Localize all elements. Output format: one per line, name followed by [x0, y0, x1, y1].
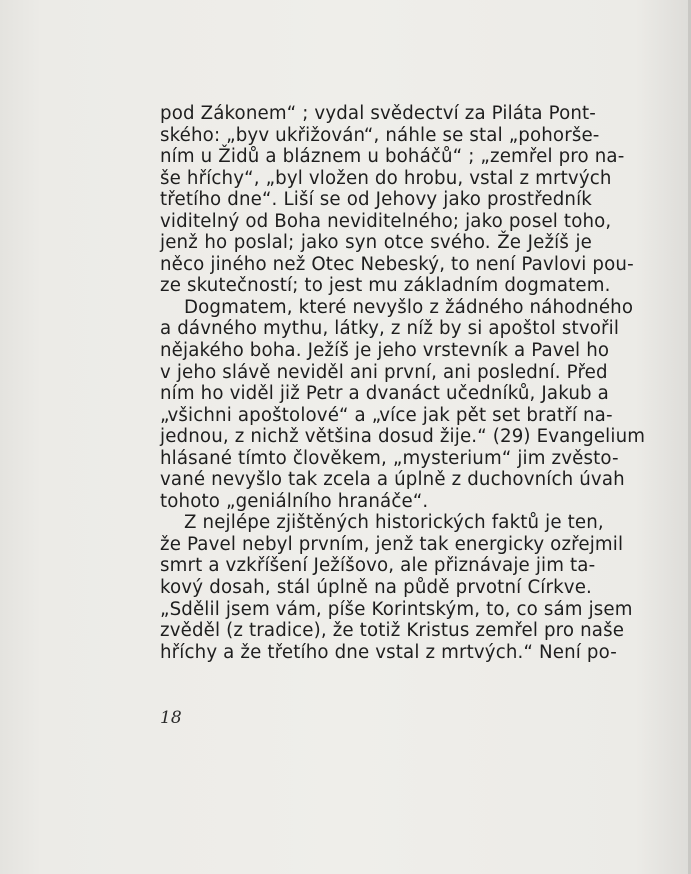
text-line: jednou, z nichž většina dosud žije.“ (29) Evangelium: [160, 426, 646, 448]
text-line: ského: „byv ukřižován“, náhle se stal „pohorše-: [160, 124, 600, 146]
text-line: „všichni apoštolové“ a „více jak pět set bratří na-: [160, 404, 613, 426]
text-line: třetího dne“. Liší se od Jehovy jako prostředník: [160, 189, 592, 211]
text-line: ním u Židů a bláznem u boháčů“ ; „zemřel pro na-: [160, 146, 625, 168]
text-line: zvěděl (z tradice), že totiž Kristus zemřel pro naše: [160, 620, 625, 642]
text-line: ním ho viděl již Petr a dvanáct učedníků, Jakub a: [160, 383, 609, 405]
text-line: nějakého boha. Ježíš je jeho vrstevník a Pavel ho: [160, 340, 610, 362]
text-line: viditelný od Boha neviditelného; jako posel toho,: [160, 210, 612, 232]
text-line: a dávného mythu, látky, z níž by si apoštol stvořil: [160, 318, 620, 340]
text-line: hříchy a že třetího dne vstal z mrtvých.“ Není po-: [160, 641, 617, 663]
paragraph-start-line: Dogmatem, které nevyšlo z žádného náhodného: [184, 296, 634, 318]
text-line: „Sdělil jsem vám, píše Korintským, to, co sám jsem: [160, 598, 633, 620]
text-line: že Pavel nebyl prvním, jenž tak energicky ozřejmil: [160, 533, 624, 555]
text-line: v jeho slávě neviděl ani první, ani poslední. Před: [160, 361, 608, 383]
text-line: pod Zákonem“ ; vydal svědectví za Piláta Pont-: [160, 103, 597, 124]
text-line: hlásané tímto člověkem, „mysterium“ jim zvěsto-: [160, 447, 619, 469]
paragraph-start-line: Z nejlépe zjištěných historických faktů je ten,: [184, 512, 604, 534]
text-line: smrt a vzkříšení Ježíšovo, ale přiznávaje jim ta-: [160, 555, 596, 577]
page-number: 18: [160, 708, 182, 728]
text-line: tohoto „geniálního hranáče“.: [160, 490, 429, 512]
text-line: kový dosah, stál úplně na půdě prvotní Církve.: [160, 577, 592, 599]
text-line: ze skutečností; to jest mu základním dogmatem.: [160, 275, 611, 297]
text-line: vané nevyšlo tak zcela a úplně z duchovních úvah: [160, 469, 625, 491]
text-line: še hříchy“, „byl vložen do hrobu, vstal z mrtvých: [160, 167, 612, 189]
body-text: [160, 103, 646, 663]
text-line: něco jiného než Otec Nebeský, to není Pavlovi pou-: [160, 253, 634, 275]
text-line: jenž ho poslal; jako syn otce svého. Že Ježíš je: [160, 232, 592, 254]
